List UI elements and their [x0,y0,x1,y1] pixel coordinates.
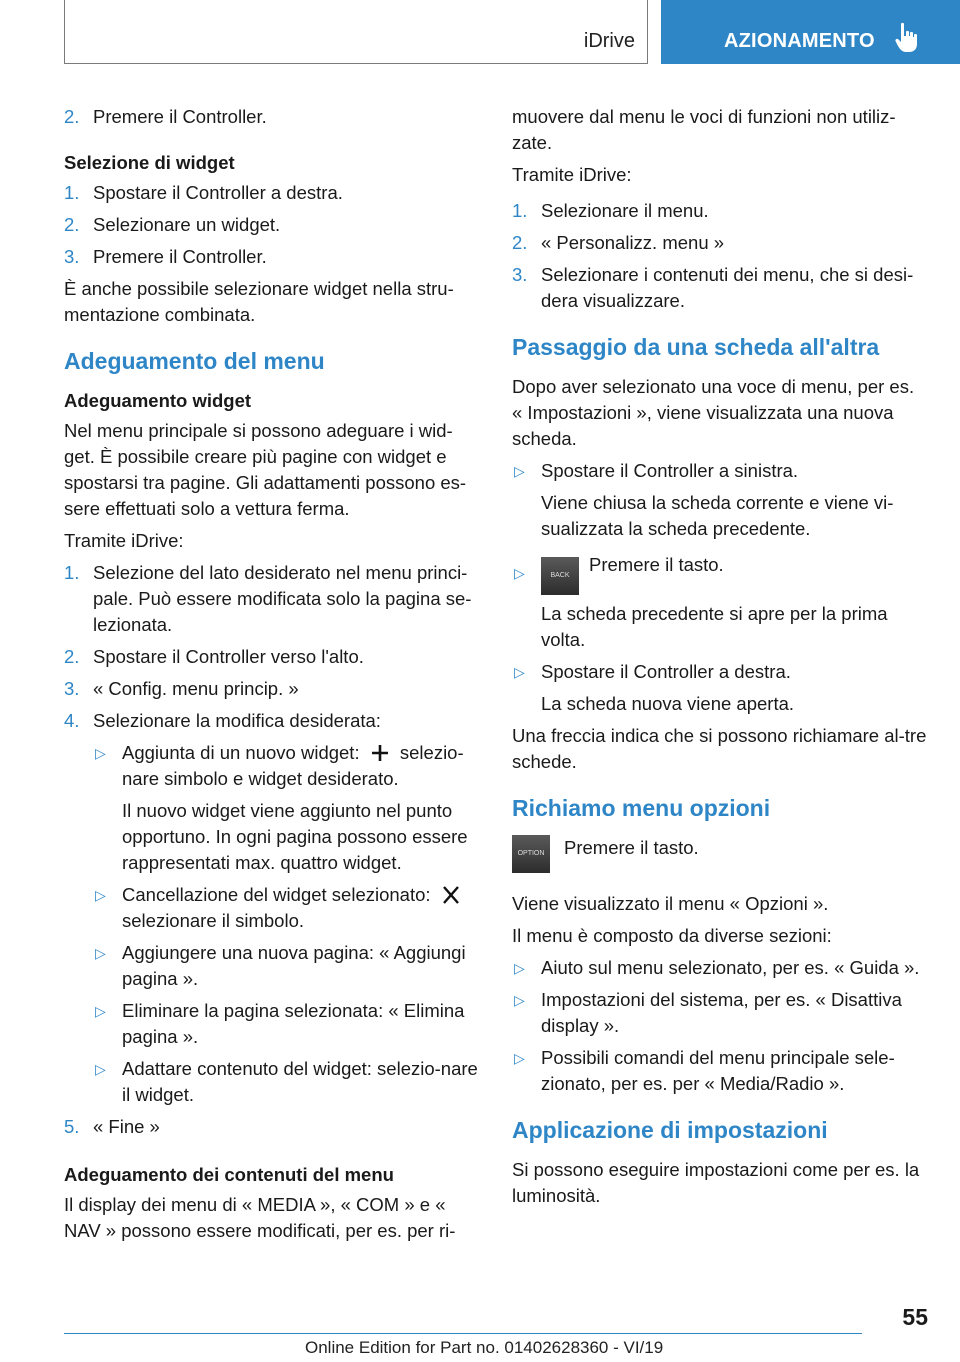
step-text: Spostare il Controller a destra. [93,182,343,203]
step-number: 2. [64,106,80,127]
header-chapter-tab [661,0,960,64]
paragraph: La scheda precedente si apre per la prima volta. [541,603,888,650]
list-item [64,212,480,238]
triangle-bullet-icon: ▷ [514,960,525,976]
footer-divider [64,1333,862,1334]
paragraph: Viene chiusa la scheda corrente e viene vi-sualizzata la scheda precedente. [541,492,894,539]
list-item [64,560,480,638]
step-text: « Fine » [93,1116,160,1137]
step-text: Selezionare la modifica desiderata: [93,710,381,731]
step-number: 3. [64,246,80,267]
list-item [64,998,480,1050]
list-item [64,180,480,206]
triangle-bullet-icon: ▷ [95,1061,106,1077]
triangle-bullet-icon: ▷ [95,1003,106,1019]
paragraph: Viene visualizzato il menu « Opzioni ». [512,893,829,914]
step-number: 1. [64,562,80,583]
list-item [512,1045,928,1097]
list-item [64,1056,480,1108]
bullet-text: Adattare contenuto del widget: selezio-nare il widget. [122,1058,478,1105]
triangle-bullet-icon: ▷ [514,565,525,581]
list-item [512,230,928,256]
paragraph: Dopo aver selezionato una voce di menu, per es. « Impostazioni », viene visualizzata una nuova scheda. [512,376,915,449]
bullet-text: Impostazioni del sistema, per es. « Disattiva display ». [541,989,902,1036]
list-item [512,198,928,224]
triangle-bullet-icon: ▷ [95,887,106,903]
back-key-icon: BACK [541,557,579,595]
paragraph: È anche possibile selezionare widget nella stru-mentazione combinata. [64,278,454,325]
step-text: « Personalizz. menu » [541,232,725,253]
list-item [64,1114,480,1140]
step-text: Premere il Controller. [93,246,267,267]
list-item [64,740,480,792]
paragraph: La scheda nuova viene aperta. [541,693,795,714]
bullet-text: Aggiungere una nuova pagina: « Aggiungi pagina ». [122,942,466,989]
list-item [512,659,928,685]
paragraph: Tramite iDrive: [64,530,184,551]
triangle-bullet-icon: ▷ [95,745,106,761]
step-text: Selezionare i contenuti dei menu, che si desi-dera visualizzare. [541,264,914,311]
bullet-text: Possibili comandi del menu principale sele-zionato, per es. per « Media/Radio ». [541,1047,895,1094]
header-box [64,0,648,64]
step-number: 2. [64,646,80,667]
paragraph: Il menu è composto da diverse sezioni: [512,925,832,946]
list-item [64,676,480,702]
step-text: Spostare il Controller verso l'alto. [93,646,364,667]
step-text: « Config. menu princip. » [93,678,299,699]
triangle-bullet-icon: ▷ [514,1050,525,1066]
left-column [64,104,480,1250]
step-number: 4. [64,710,80,731]
bullet-text: Aiuto sul menu selezionato, per es. « Guida ». [541,957,920,978]
option-key-icon: OPTION [512,835,550,873]
header-chapter: AZIONAMENTO [724,30,875,52]
subheading-widget-adjust: Adeguamento widget [64,390,252,411]
paragraph: Premere il tasto. [564,837,699,858]
section-heading-options: Richiamo menu opzioni [512,795,771,821]
step-text: Premere il Controller. [93,106,267,127]
paragraph: Nel menu principale si possono adeguare i wid-get. È possibile creare più pagine con widget e spostarsi tra pagine. Gli adattamenti possono es-sere effettuati solo a vettura ferma. [64,420,467,519]
paragraph: Si possono eseguire impostazioni come per es. la luminosità. [512,1159,920,1206]
bullet-text: Cancellazione del widget selezionato: [122,884,431,905]
page-number: 55 [902,1304,928,1330]
list-item [64,644,480,670]
list-item [64,244,480,270]
subheading-content-adjust: Adeguamento dei contenuti del menu [64,1164,394,1185]
list-item [512,552,928,595]
paragraph: Il display dei menu di « MEDIA », « COM » e « NAV » possono essere modificati, per es. per ri- [64,1194,456,1241]
list-item [512,955,928,981]
options-key-row [512,835,928,883]
plus-icon [369,744,391,762]
subheading-widget-select: Selezione di widget [64,152,235,173]
step-number: 3. [512,264,528,285]
list-item [64,940,480,992]
step-number: 1. [512,200,528,221]
step-text: Selezione del lato desiderato nel menu princi-pale. Può essere modificata solo la pagina se-lezionata. [93,562,472,635]
list-item [512,262,928,314]
paragraph: Tramite iDrive: [512,164,632,185]
list-item [64,708,480,734]
bullet-text: selezionare il simbolo. [122,910,305,931]
bullet-text: Spostare il Controller a destra. [541,661,791,682]
section-heading-menu: Adeguamento del menu [64,348,325,374]
footer-edition: Online Edition for Part no. 01402628360 - VI/19 [305,1338,664,1357]
bullet-text: selezio-nare simbolo e widget desiderato. [122,742,464,789]
bullet-text: Aggiunta di un nuovo widget: [122,742,360,763]
right-column [512,104,928,1215]
triangle-bullet-icon: ▷ [514,664,525,680]
step-number: 1. [64,182,80,203]
step-number: 2. [64,214,80,235]
step-text: Selezionare il menu. [541,200,709,221]
step-number: 5. [64,1116,80,1137]
paragraph: muovere dal menu le voci di funzioni non utiliz-zate. [512,106,896,153]
list-item [64,882,480,934]
bullet-text: Spostare il Controller a sinistra. [541,460,799,481]
section-heading-settings: Applicazione di impostazioni [512,1117,828,1143]
triangle-bullet-icon: ▷ [514,463,525,479]
step-text: Selezionare un widget. [93,214,281,235]
triangle-bullet-icon: ▷ [514,992,525,1008]
bullet-text: Premere il tasto. [589,554,724,575]
step-number: 3. [64,678,80,699]
close-icon [440,886,462,904]
list-item [64,104,480,130]
bullet-text: Eliminare la pagina selezionata: « Elimina pagina ». [122,1000,465,1047]
triangle-bullet-icon: ▷ [95,945,106,961]
header-section: iDrive [583,30,635,52]
list-item [512,458,928,484]
step-number: 2. [512,232,528,253]
list-item [512,987,928,1039]
paragraph: Il nuovo widget viene aggiunto nel punto opportuno. In ogni pagina possono essere rappresentati max. quattro widget. [122,800,468,873]
paragraph: Una freccia indica che si possono richiamare al-tre schede. [512,725,927,772]
section-heading-tabs: Passaggio da una scheda all'altra [512,334,880,360]
hand-pointer-icon [895,22,921,54]
